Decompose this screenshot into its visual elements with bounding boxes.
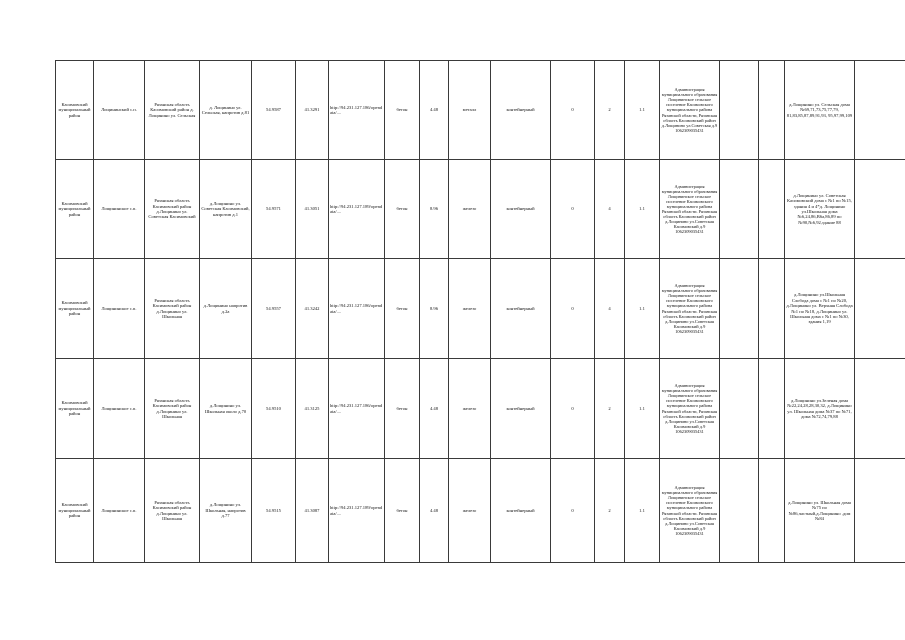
latitude-cell: 54.9587	[252, 61, 296, 160]
material-cell: металл	[449, 61, 491, 160]
district-cell: Касимовский муниципальный район	[56, 160, 94, 259]
empty-cell	[855, 359, 905, 459]
latitude-cell: 54.9557	[252, 259, 296, 359]
table-row	[56, 61, 905, 160]
table-row	[56, 259, 905, 359]
owner-cell: Администрация муниципального образования Лощининское сельское поселение Касимовского муниципального района Рязанской области. Рязанская область Касимовский район д.Лощинино ул.Советская Касимовский д.9 1062309035431	[660, 160, 720, 259]
location-cell: Рязанская область Касимовский район д. Лощинино ул. Сельская	[145, 61, 200, 160]
volume-cell: 1.1	[625, 160, 660, 259]
link-cell: http://94.231.127.186/opendata/....	[329, 259, 385, 359]
table-row	[56, 359, 905, 459]
empty-cell	[759, 359, 785, 459]
area-cell: 4.48	[420, 61, 449, 160]
owner-cell: Администрация муниципального образования Лощининское сельское поселение Касимовского муниципального района Рязанской области, Рязанская область Касимовский район д.Лощинино ул.Советская Касимовский д.9 1062309035431	[660, 359, 720, 459]
link-cell: http://94.231.127.186/opendata/....	[329, 61, 385, 160]
longitude-cell: 41.3242	[296, 259, 329, 359]
longitude-cell: 41.3291	[296, 61, 329, 160]
settlement-cell: Лощининское с.п.	[94, 160, 145, 259]
planned-count-cell: 0	[551, 160, 595, 259]
container-count-cell: 2	[595, 459, 625, 563]
location-cell: Рязанская область Касимовский район д.Лощинино ул. Школьная	[145, 359, 200, 459]
district-cell: Касимовский муниципальный район	[56, 61, 94, 160]
latitude-cell: 54.9571	[252, 160, 296, 259]
settlement-cell: Лощининское с.п.	[94, 259, 145, 359]
address-cell: д. Лощинино ул. Сельская, напротив д.81	[200, 61, 252, 160]
address-cell: д.Лощинино ул. Школьная, напротив д.77	[200, 459, 252, 563]
empty-cell	[759, 259, 785, 359]
address-cell: д.Лощинино ул. Советская Касимовский, напротив д.1	[200, 160, 252, 259]
material-cell: железо	[449, 160, 491, 259]
link-cell: http://94.231.127.186/opendata/....	[329, 359, 385, 459]
surface-cell: бетон	[385, 359, 420, 459]
link-cell: http://94.231.127.189/opendata/....	[329, 160, 385, 259]
empty-cell	[855, 459, 905, 563]
owner-cell: Администрация муниципального образования Лощининское сельское поселение Касимовского муниципального района Рязанской области, Рязанская область Касимовский район д.Лощинино ул.Советская д.9 1062309035431	[660, 61, 720, 160]
waste-sources-cell: д.Лощинино ул. Сельская дома №69,71,73,75,77,79, 81,83,85,87,89,91,93, 95,97,99,109	[785, 61, 855, 160]
empty-cell	[855, 259, 905, 359]
settlement-cell: Лощининский с.п.	[94, 61, 145, 160]
planned-count-cell: 0	[551, 61, 595, 160]
area-cell: 4.48	[420, 359, 449, 459]
surface-cell: бетон	[385, 459, 420, 563]
surface-cell: бетон	[385, 259, 420, 359]
volume-cell: 1.1	[625, 359, 660, 459]
location-cell: Рязанская область Касимовский район д.Лощинино ул. Школьная	[145, 259, 200, 359]
planned-count-cell: 0	[551, 359, 595, 459]
table-row	[56, 160, 905, 259]
settlement-cell: Лощининское с.п.	[94, 459, 145, 563]
owner-cell: Администрация муниципального образования Лощининское сельское поселение Касимовского муниципального района Рязанской области. Рязанская область Касимовский район д.Лощинино ул.Советская Касимовский д.9 1062309035431	[660, 459, 720, 563]
material-cell: железо	[449, 459, 491, 563]
district-cell: Касимовский муниципальный район	[56, 359, 94, 459]
table-row	[56, 459, 905, 563]
waste-sources-cell: д.Лощинино ул.Зеленая дома №22,24,28,28,30,32, д.Лощинино ул. Школьная дома №37 по №71, дома №72,74,79,88	[785, 359, 855, 459]
settlement-cell: Лощининское с.п.	[94, 359, 145, 459]
surface-cell: бетон	[385, 61, 420, 160]
longitude-cell: 41.3051	[296, 160, 329, 259]
container-type-cell: контейнерный	[491, 259, 551, 359]
empty-cell	[759, 61, 785, 160]
latitude-cell: 54.9510	[252, 359, 296, 459]
area-cell: 4.48	[420, 459, 449, 563]
container-type-cell: контейнерный	[491, 459, 551, 563]
address-cell: д.Лощинино напротив д.2а	[200, 259, 252, 359]
container-type-cell: контейнерный	[491, 160, 551, 259]
empty-cell	[759, 459, 785, 563]
empty-cell	[720, 61, 759, 160]
owner-cell: Администрация муниципального образования Лощининское сельское поселение Касимовского муниципального района Рязанской области. Рязанская область Касимовский район д.Лощинино ул.Советская Касимовский д.9 1062309035431	[660, 259, 720, 359]
container-count-cell: 2	[595, 61, 625, 160]
district-cell: Касимовский муниципальный район	[56, 259, 94, 359]
empty-cell	[855, 61, 905, 160]
planned-count-cell: 0	[551, 259, 595, 359]
empty-cell	[720, 160, 759, 259]
empty-cell	[855, 160, 905, 259]
empty-cell	[720, 359, 759, 459]
area-cell: 8.96	[420, 259, 449, 359]
container-count-cell: 4	[595, 259, 625, 359]
empty-cell	[720, 459, 759, 563]
planned-count-cell: 0	[551, 459, 595, 563]
waste-sources-cell: д.Лощинино ул. Школьная дома №75 по №86,частный,д.Лощинино ,дом №84	[785, 459, 855, 563]
volume-cell: 1.1	[625, 259, 660, 359]
longitude-cell: 41.3087	[296, 459, 329, 563]
container-type-cell: контейнерный	[491, 61, 551, 160]
waste-sources-cell: д.Лощинино ул. Советская Касимовский дома с №1 по №15, здания 4 и 4*д. Лощинино ул.Школьная дома №6,24,86,В6a,86,89 по №90,№6,92,здание 88	[785, 160, 855, 259]
document-page	[55, 60, 852, 563]
address-cell: д.Лощинино ул. Школьная около д.70	[200, 359, 252, 459]
area-cell: 8.96	[420, 160, 449, 259]
material-cell: железо	[449, 359, 491, 459]
material-cell: железо	[449, 259, 491, 359]
surface-cell: бетон	[385, 160, 420, 259]
link-cell: http://94.231.127.189/opendata/....	[329, 459, 385, 563]
container-sites-table	[55, 60, 905, 563]
container-count-cell: 2	[595, 359, 625, 459]
latitude-cell: 54.9515	[252, 459, 296, 563]
location-cell: Рязанская область Касимовский район д.Лощинино ул. Советская Касимовский	[145, 160, 200, 259]
location-cell: Рязанская область Касимовский район д.Лощинино ул. Школьная	[145, 459, 200, 563]
longitude-cell: 41.3125	[296, 359, 329, 459]
container-type-cell: контейнерный	[491, 359, 551, 459]
volume-cell: 1.1	[625, 459, 660, 563]
district-cell: Касимовский муниципальный район	[56, 459, 94, 563]
container-count-cell: 4	[595, 160, 625, 259]
volume-cell: 1.1	[625, 61, 660, 160]
waste-sources-cell: д.Лощинино ул.Школьная Слобода дома с №1 по №20, д.Лощинино ул. Верхняя Слобода №1 по №18, д.Лощинино ул. Школьная дома с №1 по №30, здания 1,19	[785, 259, 855, 359]
empty-cell	[720, 259, 759, 359]
empty-cell	[759, 160, 785, 259]
